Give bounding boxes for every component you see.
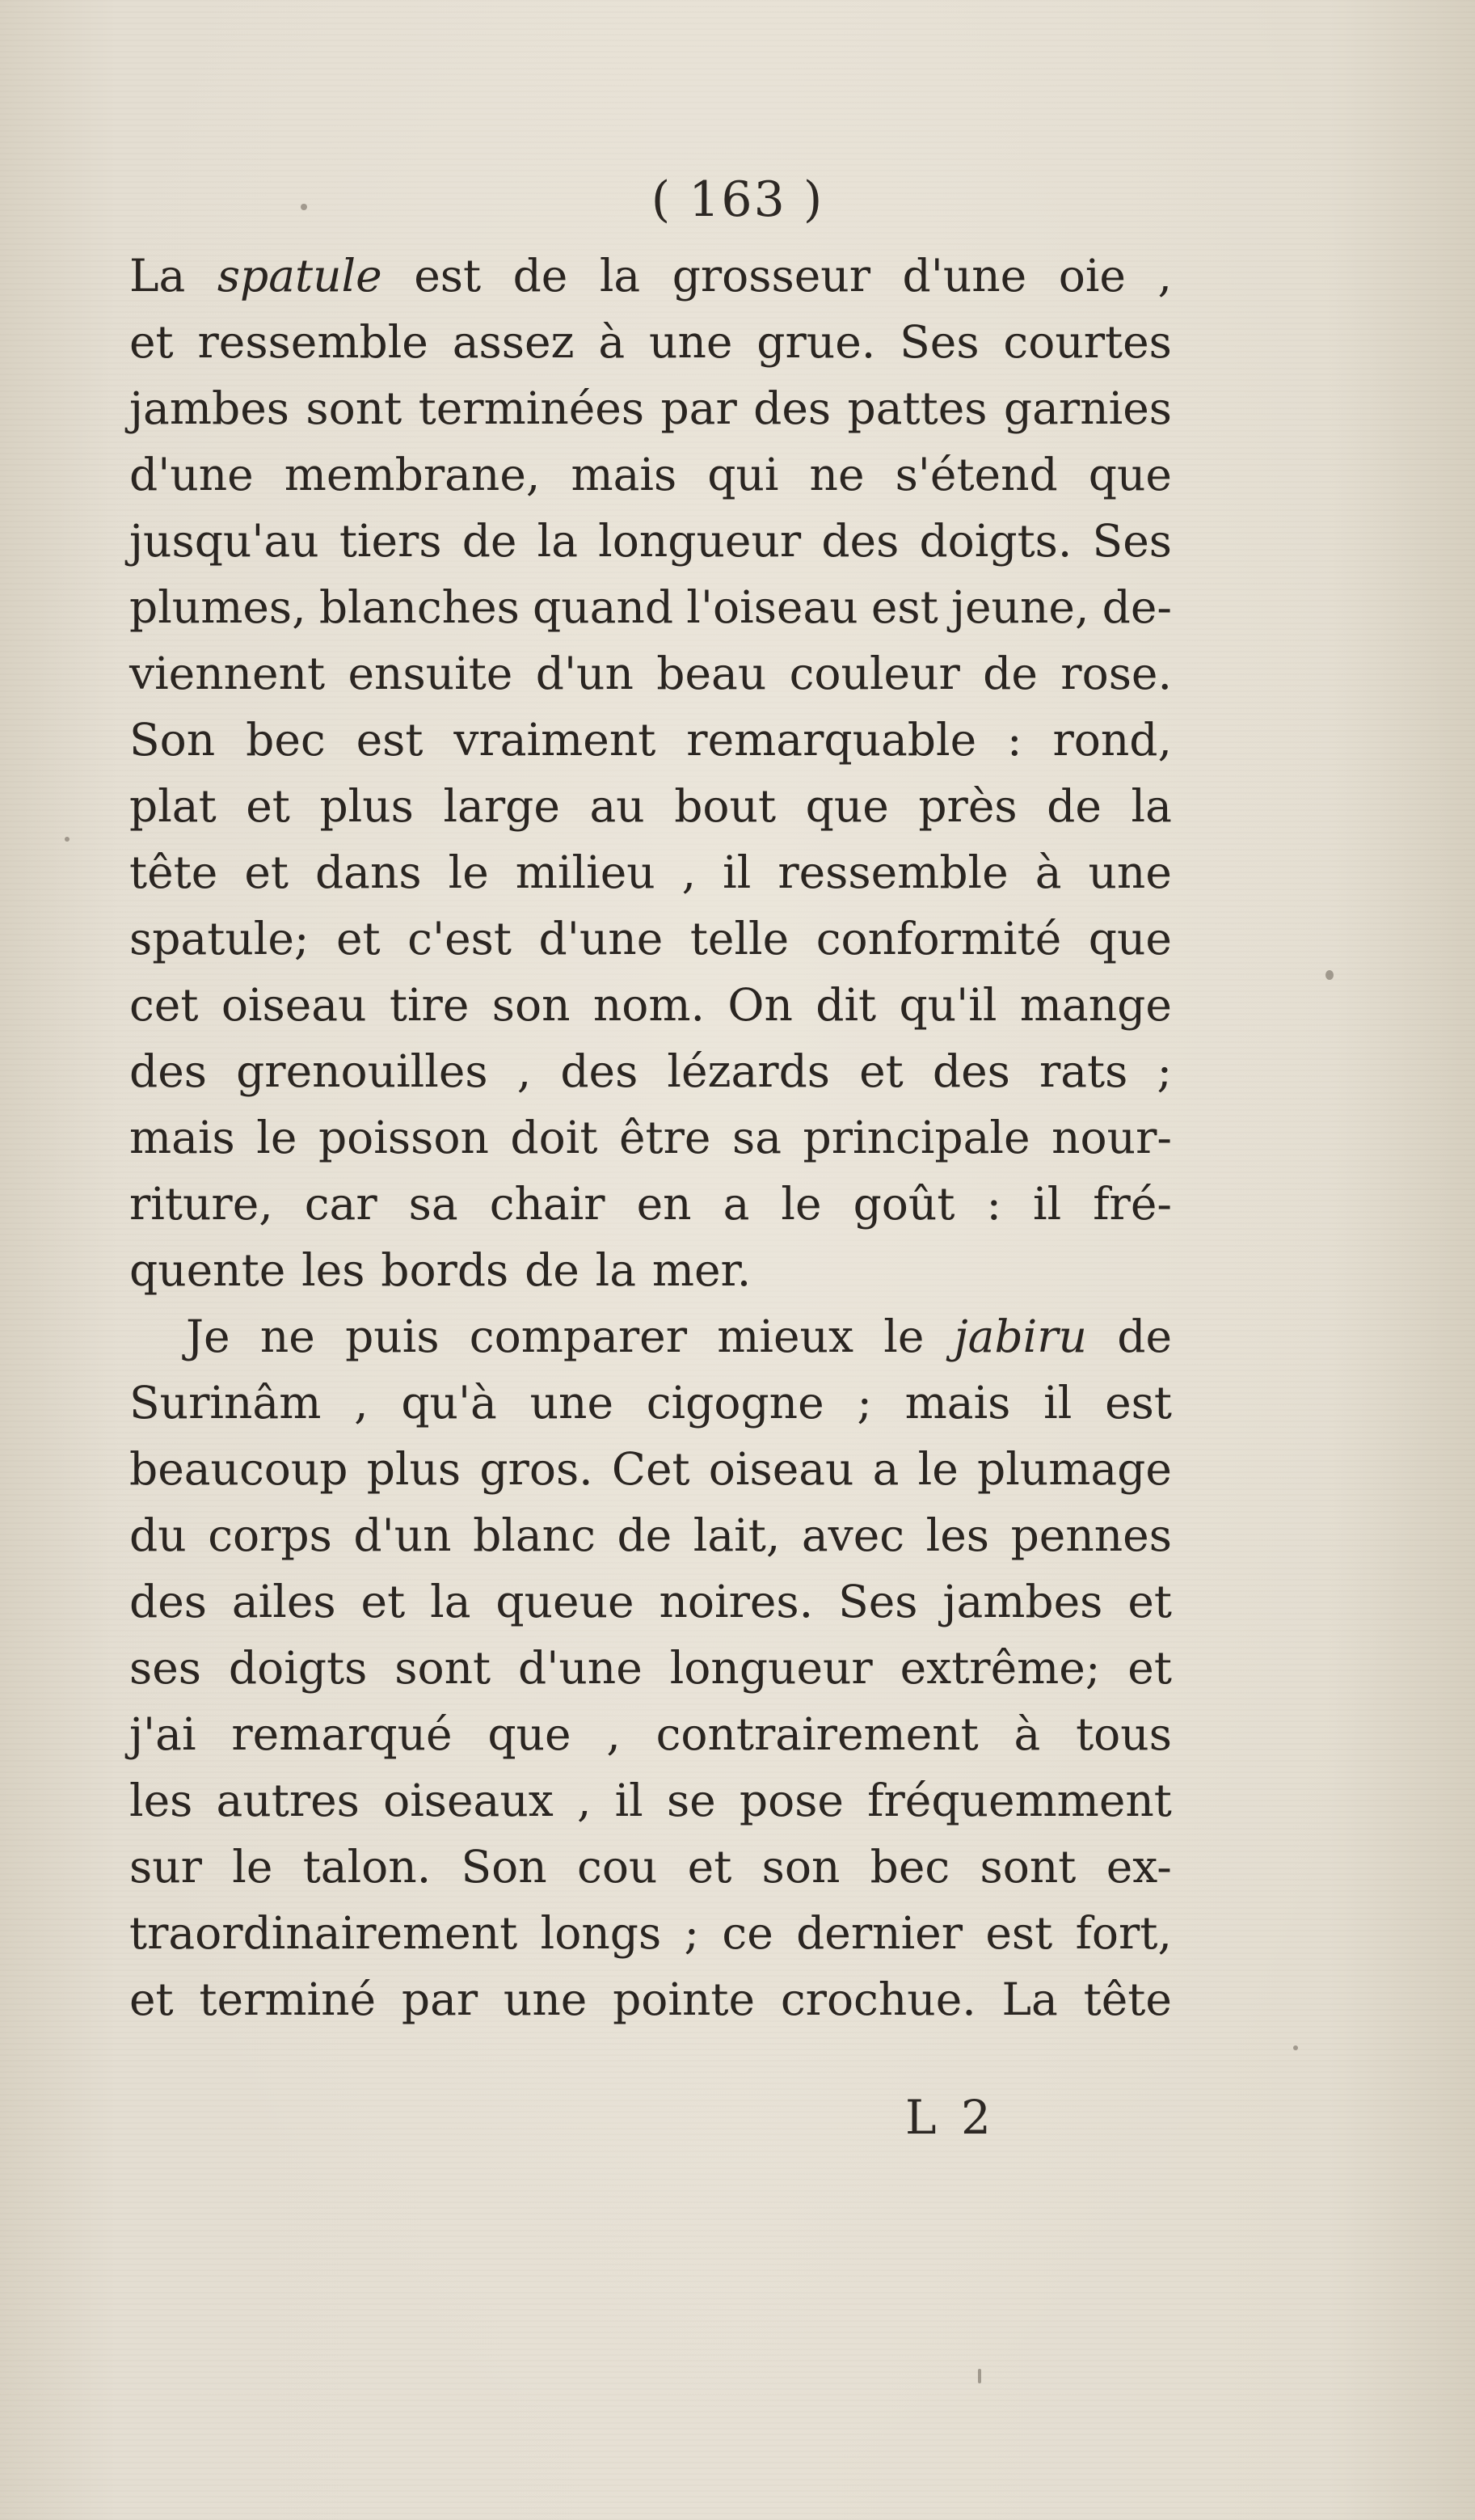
word: fréquemment (867, 1775, 1172, 1826)
text-line (129, 640, 1172, 707)
word: ; (684, 1907, 700, 1959)
word: qu'à (401, 1377, 497, 1429)
word: de (525, 1244, 579, 1296)
text-line (129, 1038, 1172, 1104)
word: ailes (231, 1576, 336, 1627)
word: sont (980, 1841, 1077, 1893)
word: ensuite (348, 648, 513, 699)
word: doigts. (919, 515, 1073, 567)
word: la (599, 250, 641, 302)
word: d'une (902, 250, 1027, 302)
word: les (925, 1509, 990, 1561)
word: que (487, 1708, 571, 1760)
word: gros. (479, 1443, 593, 1495)
word: membrane, (284, 449, 541, 500)
word: quente (129, 1244, 286, 1296)
word: , (1157, 250, 1172, 302)
word: d'une (129, 449, 254, 500)
word: oie (1058, 250, 1126, 302)
paper-speck (1293, 2045, 1298, 2050)
word: cigogne (646, 1377, 824, 1429)
word: corps (208, 1509, 332, 1561)
word: garnies (1003, 382, 1172, 434)
word: de (1047, 780, 1102, 832)
word: mange (1019, 979, 1172, 1031)
word: ; (1157, 1045, 1172, 1097)
word: oiseaux (383, 1775, 554, 1826)
word: et (1127, 1642, 1172, 1694)
word: plumes, (129, 581, 306, 633)
text-line (129, 309, 1172, 375)
word: il (723, 846, 752, 898)
word: mais (571, 449, 677, 500)
word: beau (656, 648, 767, 699)
word: a (723, 1178, 750, 1230)
word: , (681, 846, 697, 898)
word: du (129, 1509, 187, 1561)
word: comparer (469, 1311, 687, 1362)
word: à (1014, 1708, 1041, 1760)
word: il (1043, 1377, 1073, 1429)
text-line (129, 905, 1172, 972)
paper-speck (301, 204, 307, 210)
word: tête (1083, 1973, 1172, 2025)
text-line (129, 1701, 1172, 1767)
word: Surinâm (129, 1377, 322, 1429)
word: une (1088, 846, 1172, 898)
text-line (129, 1767, 1172, 1834)
word: et (129, 1973, 174, 2025)
word: dans (314, 846, 422, 898)
word: lézards (667, 1045, 831, 1097)
word: sont (394, 1642, 491, 1694)
word: il (614, 1775, 643, 1826)
word: : (986, 1178, 1001, 1230)
word: bec (870, 1841, 950, 1893)
word: blanches (318, 581, 520, 633)
word: Ses (900, 316, 980, 368)
word: traordinairement (129, 1907, 518, 1959)
word: rats (1039, 1045, 1128, 1097)
word: sa (408, 1178, 458, 1230)
word: queue (495, 1576, 634, 1627)
word: par (660, 382, 737, 434)
word: de (983, 648, 1038, 699)
word: à (1035, 846, 1062, 898)
text-line (129, 441, 1172, 508)
word: des (821, 515, 900, 567)
word: car (304, 1178, 377, 1230)
word: au (589, 780, 645, 832)
word: fort, (1075, 1907, 1172, 1959)
signature-mark: L 2 (905, 2090, 996, 2145)
word: doit (510, 1112, 598, 1163)
word: milieu (515, 846, 655, 898)
word: et (244, 846, 289, 898)
word: une (649, 316, 733, 368)
word: : (1007, 714, 1022, 766)
word: le (256, 1112, 297, 1163)
word: sont (306, 382, 402, 434)
word: dernier (796, 1907, 963, 1959)
word: telle (689, 913, 790, 965)
word: terminé (199, 1973, 377, 2025)
word: de (1117, 1311, 1172, 1362)
word: poisson (318, 1112, 489, 1163)
word: lait, (693, 1509, 781, 1561)
word: longs (540, 1907, 662, 1959)
word: La (1001, 1973, 1058, 2025)
word: une (503, 1973, 588, 2025)
paper-speck (978, 2369, 981, 2383)
word: grue. (756, 316, 876, 368)
word: , (606, 1708, 621, 1760)
paper-speck (65, 837, 70, 842)
word: ressemble (778, 846, 1009, 898)
word: ses (129, 1642, 201, 1694)
word: des (753, 382, 832, 434)
word: longueur (598, 515, 802, 567)
text-line (129, 839, 1172, 905)
word: , (576, 1775, 592, 1826)
word: Ses (838, 1576, 918, 1627)
word: son (761, 1841, 841, 1893)
word: goût (853, 1178, 955, 1230)
word: Ses (1092, 515, 1172, 567)
word: de (461, 515, 517, 567)
word: que (805, 780, 889, 832)
word: des (129, 1045, 207, 1097)
word: le (448, 846, 489, 898)
text-line (129, 1370, 1172, 1436)
word: d'une (538, 913, 664, 965)
word: rose. (1060, 648, 1172, 699)
word: plumage (976, 1443, 1172, 1495)
word: de (512, 250, 568, 302)
word: remarqué (231, 1708, 453, 1760)
word: terminées (418, 382, 645, 434)
word: Son (129, 714, 216, 766)
word: jusqu'au (129, 515, 319, 567)
text-line (129, 773, 1172, 839)
word: mieux (717, 1311, 853, 1362)
word: d'une (518, 1642, 643, 1694)
word: sa (731, 1112, 782, 1163)
word: nom. (592, 979, 706, 1031)
word: ressemble (197, 316, 428, 368)
word: doigts (228, 1642, 368, 1694)
word: couleur (789, 648, 960, 699)
word: crochue. (780, 1973, 976, 2025)
word: autres (216, 1775, 360, 1826)
word: chair (489, 1178, 605, 1230)
word: quand (533, 581, 674, 633)
word: spatule; (129, 913, 310, 965)
word: la (595, 1244, 637, 1296)
word: dit (815, 979, 877, 1031)
word: ne (809, 449, 865, 500)
word: viennent (129, 648, 326, 699)
word: des (560, 1045, 638, 1097)
word: le (232, 1841, 273, 1893)
word: les (129, 1775, 193, 1826)
word: et (687, 1841, 732, 1893)
text-line (129, 1635, 1172, 1701)
word: le (917, 1443, 959, 1495)
text-line (129, 1966, 1172, 2032)
word: bout (674, 780, 777, 832)
word: jambes (942, 1576, 1103, 1627)
word: se (666, 1775, 716, 1826)
word: longueur (669, 1642, 873, 1694)
text-line (129, 1303, 1172, 1370)
word: jeune, (950, 581, 1089, 633)
word: la (430, 1576, 471, 1627)
word: tous (1076, 1708, 1172, 1760)
word: ex- (1106, 1841, 1172, 1893)
word: ce (722, 1907, 773, 1959)
word: et (335, 913, 381, 965)
text-line (129, 1171, 1172, 1237)
word: ne (259, 1311, 315, 1362)
word: vraiment (453, 714, 656, 766)
page-number: ( 163 ) (651, 171, 824, 228)
text-line (129, 574, 1172, 640)
word: j'ai (129, 1708, 196, 1760)
paper-speck (1325, 970, 1334, 980)
word: près (918, 780, 1018, 832)
text-line (129, 972, 1172, 1038)
word: plus (319, 780, 414, 832)
word: fré- (1093, 1178, 1172, 1230)
word: qu'il (899, 979, 997, 1031)
word: sur (129, 1841, 202, 1893)
word: , (516, 1045, 532, 1097)
word: pennes (1010, 1509, 1172, 1561)
word: et (1127, 1576, 1172, 1627)
word: principale (803, 1112, 1030, 1163)
text-line (129, 1834, 1172, 1900)
word: que (1088, 449, 1172, 500)
word: Je (186, 1311, 230, 1362)
body-text (129, 243, 1172, 2032)
word: oiseau (221, 979, 367, 1031)
text-line (129, 1502, 1172, 1568)
word: être (618, 1112, 711, 1163)
word: La (129, 250, 186, 302)
text-line (129, 1568, 1172, 1635)
word: a (872, 1443, 900, 1495)
word: la (537, 515, 579, 567)
word: blanc (473, 1509, 596, 1561)
word: c'est (407, 913, 512, 965)
word: oiseau (708, 1443, 854, 1495)
word: pointe (613, 1973, 756, 2025)
word: Son (461, 1841, 547, 1893)
word: tête (129, 846, 218, 898)
word: de- (1102, 581, 1172, 633)
word: pattes (847, 382, 988, 434)
word: , (354, 1377, 369, 1429)
word: spatule (217, 250, 382, 302)
word: est (985, 1907, 1053, 1959)
word: pose (739, 1775, 844, 1826)
word: que (1088, 913, 1172, 965)
word: est (870, 581, 938, 633)
word: d'un (535, 648, 634, 699)
word: est (356, 714, 424, 766)
word: à (598, 316, 626, 368)
word: est (1105, 1377, 1172, 1429)
word: talon. (302, 1841, 432, 1893)
word: est (414, 250, 482, 302)
word: le (781, 1178, 822, 1230)
word: avec (801, 1509, 905, 1561)
word: une (529, 1377, 613, 1429)
word: grenouilles (236, 1045, 488, 1097)
text-line (129, 1237, 1172, 1303)
word: bec (246, 714, 326, 766)
word: jambes (129, 382, 289, 434)
word: large (443, 780, 560, 832)
text-line (129, 1900, 1172, 1966)
word: tire (389, 979, 470, 1031)
word: ; (857, 1377, 872, 1429)
text-line (129, 375, 1172, 441)
word: plus (366, 1443, 461, 1495)
text-line (129, 1104, 1172, 1171)
word: assez (452, 316, 575, 368)
word: On (727, 979, 793, 1031)
word: d'un (353, 1509, 452, 1561)
text-line (129, 1436, 1172, 1502)
word: en (636, 1178, 692, 1230)
word: rond, (1052, 714, 1172, 766)
text-line (129, 508, 1172, 574)
word: riture, (129, 1178, 273, 1230)
word: Cet (611, 1443, 690, 1495)
word: grosseur (672, 250, 871, 302)
word: l'oiseau (686, 581, 858, 633)
word: tiers (339, 515, 442, 567)
word: et (129, 316, 174, 368)
word: mais (904, 1377, 1011, 1429)
word: jabiru (954, 1311, 1087, 1362)
text-line (129, 243, 1172, 309)
word: puis (345, 1311, 440, 1362)
word: courtes (1003, 316, 1172, 368)
word: cet (129, 979, 199, 1031)
word: noires. (659, 1576, 814, 1627)
word: son (491, 979, 571, 1031)
word: de (617, 1509, 672, 1561)
word: nour- (1051, 1112, 1172, 1163)
word: et (246, 780, 290, 832)
word: les (301, 1244, 365, 1296)
word: bords (381, 1244, 509, 1296)
word: il (1033, 1178, 1062, 1230)
word: beaucoup (129, 1443, 348, 1495)
word: remarquable (686, 714, 977, 766)
word: qui (707, 449, 779, 500)
word: des (129, 1576, 207, 1627)
word: s'étend (895, 449, 1058, 500)
word: contrairement (655, 1708, 979, 1760)
word: extrême; (900, 1642, 1101, 1694)
word: le (883, 1311, 925, 1362)
word: conformité (815, 913, 1062, 965)
word: et (859, 1045, 904, 1097)
word: et (360, 1576, 406, 1627)
text-line (129, 707, 1172, 773)
word: des (932, 1045, 1010, 1097)
word: mais (129, 1112, 235, 1163)
word: par (401, 1973, 478, 2025)
word: plat (129, 780, 217, 832)
word: la (1131, 780, 1172, 832)
word: cou (577, 1841, 658, 1893)
word: mer. (651, 1244, 752, 1296)
